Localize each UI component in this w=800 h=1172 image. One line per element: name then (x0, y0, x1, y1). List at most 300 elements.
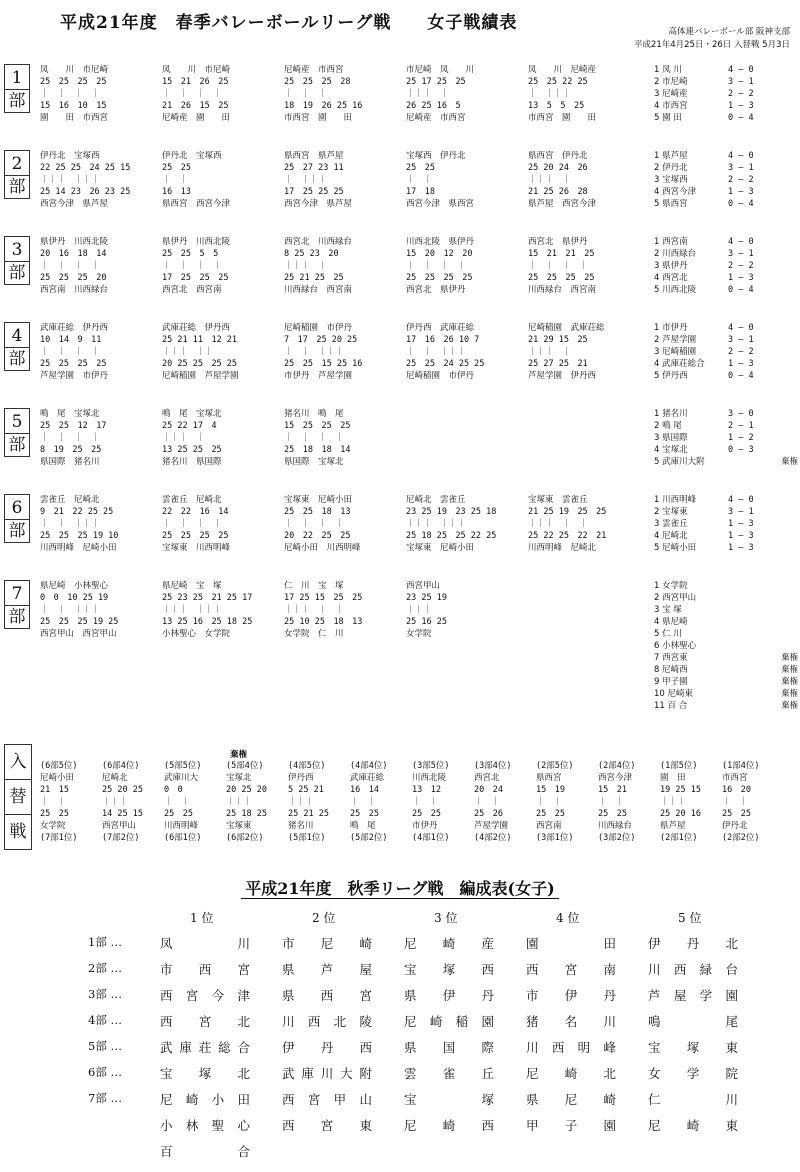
standings-list (654, 236, 798, 296)
replacement-match (350, 760, 412, 844)
match-teams: 凤 川 市尼崎 (40, 65, 109, 75)
autumn-row (0, 1142, 800, 1168)
division-rank: (4部4位) (350, 761, 388, 771)
team-cell: 西宮甲山 (282, 1092, 372, 1107)
match-teams: 武庫荘総 伊丹西 (162, 323, 231, 333)
match-block (406, 236, 528, 296)
match-teams: 西宮今津 県芦屋 (40, 199, 109, 209)
match-block (162, 322, 284, 382)
match-teams: 県伊丹 川西北陵 (162, 237, 231, 247)
division-char: 部 (8, 349, 26, 369)
match-teams: 県西宮 伊丹北 (528, 151, 588, 161)
match-teams: 川西緑台 西宮南 (528, 285, 597, 295)
match-divider: ｜ ｜ ｜ ｜ (284, 519, 344, 529)
match-scores: 25 14 23 26 23 25 (40, 187, 131, 197)
match-teams (406, 408, 528, 420)
team-rank-name: 4 武庫荘総合 (654, 359, 705, 369)
match-scores: 25 25 15 25 16 (284, 359, 363, 369)
division-label: 2部 … (88, 961, 122, 975)
match-block (284, 150, 406, 210)
match-team: 西宮今津 (598, 773, 633, 783)
match-scores (528, 444, 650, 456)
standing-row (654, 444, 798, 456)
match-teams: 県国際 宝塚北 (284, 457, 344, 467)
standing-row (654, 370, 798, 382)
team-cell: 尼崎北 (526, 1066, 616, 1081)
match-team: 宝塚北 (226, 773, 252, 783)
match-scores: 21 26 15 25 (162, 101, 229, 111)
match-team: 芦屋学園 (474, 821, 509, 831)
standing-row (654, 530, 798, 542)
match-block (406, 408, 528, 468)
division-label (4, 494, 30, 543)
match-scores: 25 25 25 25 (162, 531, 229, 541)
replacement-match (40, 760, 102, 844)
match-team: 県芦屋 (660, 821, 686, 831)
match-scores: 25 27 25 21 (528, 359, 588, 369)
match-divider: ｜ ｜ ｜ ｜ (406, 261, 466, 271)
match-scores: 25 25 25 25 (406, 273, 473, 283)
match-team: 猪名川 (288, 821, 314, 831)
standing-row (654, 112, 798, 124)
team-cell: 尼崎東 (648, 1118, 738, 1133)
match-scores: 25 20 24 26 (528, 163, 588, 173)
match-teams: 芦屋学園 市伊丹 (40, 371, 109, 381)
autumn-row (0, 960, 800, 986)
match-divider: ｜ ｜ ｜ ｜ (40, 433, 100, 443)
win-loss-record: 2 ― 2 (728, 347, 754, 357)
match-scores: 15 21 21 25 (528, 249, 595, 259)
team-cell: 雲雀丘 (404, 1066, 494, 1081)
match-divider: ｜｜｜ ｜ (528, 347, 571, 357)
division-rank: (2部4位) (598, 761, 636, 771)
match-scores: 15 19 (536, 785, 565, 795)
match-scores (528, 592, 650, 604)
win-loss-record: 2 ― 2 (728, 261, 754, 271)
rank-header: 5 位 (678, 911, 702, 925)
standing-row (654, 604, 798, 616)
match-teams: 西宮北 県伊丹 (528, 237, 588, 247)
forfeit-mark: 棄権 (780, 665, 798, 675)
team-cell: 甲子園 (526, 1118, 616, 1133)
match-teams: 猪名川 県国際 (162, 457, 222, 467)
match-teams: 西宮甲山 (406, 581, 441, 591)
team-cell: 芦屋学園 (648, 988, 738, 1003)
division-char: 部 (8, 607, 26, 627)
replacement-match (102, 760, 164, 844)
match-teams: 女学院 仁 川 (284, 629, 344, 639)
match-scores: ｜ ｜ (536, 797, 562, 807)
match-scores: 25 22 25 22 21 (528, 531, 607, 541)
division-rank: (5部2位) (350, 833, 388, 843)
match-dates: 平成21年4月25日・26日 入替戦 5月3日 (633, 40, 790, 50)
team-cell: 小林聖心 (160, 1118, 250, 1133)
team-cell: 武庫荘総合 (160, 1040, 250, 1055)
match-scores: ｜ ｜ (40, 797, 66, 807)
division-char: 部 (8, 521, 26, 541)
match-divider: ｜ ｜ ｜ ｜ (162, 89, 222, 99)
match-scores: 14 25 15 (102, 809, 143, 819)
team-cell: 川西北陵 (282, 1014, 372, 1029)
match-teams: 尼崎稲園 武庫荘総 (528, 323, 605, 333)
organizer-name: 高体連バレーボール部 阪神支部 (668, 27, 790, 37)
match-block (528, 408, 650, 468)
match-scores: 25 21 11 12 21 (162, 335, 238, 345)
standing-row (654, 334, 798, 346)
match-divider: ｜｜｜ ｜｜｜ (406, 519, 466, 529)
standings-list (654, 150, 798, 210)
rank-header: 1 位 (190, 911, 214, 925)
match-scores: 22 22 16 14 (162, 507, 229, 517)
team-cell: 尼崎小田 (160, 1092, 250, 1107)
team-rank-name: 4 県尼崎 (654, 617, 688, 627)
match-divider: ｜｜｜ ｜｜ (162, 347, 214, 357)
match-scores: 17 25 25 25 (162, 273, 229, 283)
team-rank-name: 8 尼崎西 (654, 665, 688, 675)
match-block (162, 150, 284, 210)
match-teams (406, 456, 528, 468)
match-scores: 17 25 15 25 25 (284, 593, 363, 603)
team-cell: 伊丹西 (282, 1040, 372, 1055)
match-scores: 25 25 (164, 809, 193, 819)
match-scores: 25 18 18 14 (284, 445, 351, 455)
match-block (528, 322, 650, 382)
team-rank-name: 4 尼崎北 (654, 531, 688, 541)
match-teams: 西宮今津 県西宮 (406, 199, 475, 209)
team-rank-name: 9 甲子園 (654, 677, 688, 687)
match-teams: 県西宮 西宮今津 (162, 199, 231, 209)
match-teams: 川西明峰 尼崎北 (528, 543, 597, 553)
win-loss-record: 4 ― 0 (728, 495, 754, 505)
team-rank-name: 5 武庫川大附 (654, 457, 705, 467)
win-loss-record: 2 ― 2 (728, 89, 754, 99)
match-teams: 県尼崎 宝 塚 (162, 581, 222, 591)
match-scores: ｜ ｜ (350, 797, 376, 807)
match-teams (528, 456, 650, 468)
division-number: 5 (5, 411, 29, 434)
match-scores: 13 5 5 25 (528, 101, 585, 111)
forfeit-mark: 棄権 (780, 653, 798, 663)
match-divider: ｜ ｜ ｜｜｜ (284, 347, 344, 357)
replacement-match (412, 760, 474, 844)
forfeit-mark: 棄権 (780, 689, 798, 699)
division-number: 3 (5, 239, 29, 262)
match-team: 宝塚東 (226, 821, 252, 831)
match-block (528, 150, 650, 210)
replacement-label-char: 戦 (5, 814, 31, 849)
match-scores: 8 25 23 20 (284, 249, 339, 259)
division-rank: (3部1位) (536, 833, 574, 843)
match-teams: 市西宮 園 田 (284, 113, 353, 123)
match-scores: 13 12 (412, 785, 441, 795)
match-scores: 25 25 25 19 10 (40, 531, 119, 541)
standing-row (654, 518, 798, 530)
match-block (528, 494, 650, 554)
match-divider: ｜ ｜ ｜｜｜ (40, 519, 100, 529)
autumn-row (0, 1038, 800, 1064)
team-cell: 西宮北 (160, 1014, 250, 1029)
page-title: 平成21年度 春季バレーボールリーグ戦 女子戦績表 (60, 13, 518, 33)
team-rank-name: 1 凤 川 (654, 65, 682, 75)
match-team: 市伊丹 (412, 821, 438, 831)
match-teams: 尼崎稲園 市伊丹 (406, 371, 475, 381)
match-divider: ｜ ｜ ｜｜｜ (40, 605, 100, 615)
match-block (40, 322, 162, 382)
match-scores: ｜ ｜ (722, 797, 748, 807)
division-rank: (2部2位) (722, 833, 760, 843)
standing-row (654, 700, 798, 712)
match-scores: 25 22 17 4 (162, 421, 217, 431)
match-divider: ｜ ｜ ｜ ｜ (528, 261, 588, 271)
division-rank: (5部5位) (164, 761, 202, 771)
match-scores: 22 25 25 24 25 15 (40, 163, 131, 173)
match-divider: ｜ ｜ ｜ ｜ (162, 519, 222, 529)
win-loss-record: 3 ― 1 (728, 77, 754, 87)
division-rank: (6部4位) (102, 761, 140, 771)
team-cell: 川西緑台 (648, 962, 738, 977)
match-scores: ｜ ｜ (164, 797, 190, 807)
division-rank: (2部5位) (536, 761, 574, 771)
match-scores: 25 18 25 25 22 25 (406, 531, 497, 541)
team-rank-name: 1 市伊丹 (654, 323, 688, 333)
standing-row (654, 580, 798, 592)
match-divider: ｜｜｜ ｜｜｜ (162, 605, 222, 615)
division-number: 1 (5, 67, 29, 90)
match-block (284, 494, 406, 554)
match-scores: 25 10 25 18 13 (284, 617, 363, 627)
match-teams: 尼崎小田 川西明峰 (284, 543, 361, 553)
team-rank-name: 5 県西宮 (654, 199, 688, 209)
division-rank: (1部4位) (722, 761, 760, 771)
team-rank-name: 1 西宮南 (654, 237, 688, 247)
match-block (406, 322, 528, 382)
division-rank: (3部4位) (474, 761, 512, 771)
match-teams: 雲雀丘 尼崎北 (162, 495, 222, 505)
match-scores: 21 15 (40, 785, 69, 795)
win-loss-record: 1 ― 3 (728, 273, 754, 283)
win-loss-record: 0 ― 4 (728, 371, 754, 381)
replacement-label-char: 替 (5, 779, 31, 814)
team-rank-name: 3 県国際 (654, 433, 688, 443)
match-scores: 16 13 (162, 187, 191, 197)
division-label: 3部 … (88, 987, 122, 1001)
match-teams: 尼崎産 園 田 (162, 113, 231, 123)
match-scores (406, 444, 528, 456)
team-cell: 西宮東 (282, 1118, 372, 1133)
win-loss-record: 1 ― 3 (728, 359, 754, 369)
standing-row (654, 652, 798, 664)
match-teams: 尼崎産 市西宮 (406, 113, 466, 123)
match-team: 尼崎北 (102, 773, 128, 783)
match-divider: ｜ ｜ ｜ (284, 89, 327, 99)
division-label: 5部 … (88, 1039, 122, 1053)
win-loss-record: 1 ― 3 (728, 543, 754, 553)
win-loss-record: 3 ― 1 (728, 335, 754, 345)
match-block (40, 64, 162, 124)
match-scores (528, 616, 650, 628)
match-scores: 25 25 12 17 (40, 421, 107, 431)
division-rank: (7部1位) (40, 833, 78, 843)
match-teams: 伊丹北 宝塚西 (40, 151, 100, 161)
replacement-match (598, 760, 660, 844)
standings-list (654, 64, 798, 124)
match-scores: 25 23 25 21 25 17 (162, 593, 253, 603)
match-divider: ｜ ｜ ｜ ｜ (284, 433, 344, 443)
match-team: 川西北陵 (412, 773, 447, 783)
match-divider: ｜ ｜｜｜ (528, 89, 571, 99)
win-loss-record: 4 ― 0 (728, 237, 754, 247)
team-rank-name: 7 西宮東 (654, 653, 688, 663)
division-label (4, 150, 30, 199)
match-divider: ｜ ｜ ｜ ｜ (40, 89, 100, 99)
autumn-row (0, 986, 800, 1012)
match-block (284, 580, 406, 640)
match-teams: 鳴 尾 宝塚北 (40, 409, 100, 419)
match-scores: 13 25 25 25 (162, 445, 222, 455)
match-scores: ｜ ｜ (598, 797, 624, 807)
match-scores: ｜｜｜ (102, 797, 128, 807)
match-scores: 25 25 (598, 809, 627, 819)
match-teams: 宝塚東 尼崎小田 (406, 543, 475, 553)
match-scores: 16 14 (350, 785, 379, 795)
match-scores: 25 25 (412, 809, 441, 819)
match-scores: 25 16 25 (406, 617, 447, 627)
match-teams: 県国際 猪名川 (40, 457, 100, 467)
rank-header: 2 位 (312, 911, 336, 925)
standing-row (654, 494, 798, 506)
division-number: 4 (5, 325, 29, 348)
match-divider: ｜｜｜ ｜ (284, 261, 327, 271)
rank-header: 3 位 (434, 911, 458, 925)
division-char: 部 (8, 177, 26, 197)
team-rank-name: 5 川西北陵 (654, 285, 697, 295)
match-scores: 25 25 25 28 (284, 77, 351, 87)
match-block (40, 580, 162, 640)
win-loss-record: 4 ― 0 (728, 323, 754, 333)
match-teams: 西宮北 西宮南 (162, 285, 222, 295)
match-scores: 23 25 19 (406, 593, 447, 603)
team-cell: 西宮今津 (160, 988, 250, 1003)
standing-row (654, 236, 798, 248)
division-label (4, 236, 30, 285)
win-loss-record: 3 ― 1 (728, 249, 754, 259)
match-scores: 25 25 (722, 809, 751, 819)
division-rank: (6部2位) (226, 833, 264, 843)
standing-row (654, 150, 798, 162)
division-number: 7 (5, 583, 29, 606)
match-scores: 15 21 (598, 785, 627, 795)
win-loss-record: 0 ― 4 (728, 199, 754, 209)
win-loss-record: 1 ― 3 (728, 101, 754, 111)
standing-row (654, 186, 798, 198)
standing-row (654, 676, 798, 688)
match-teams: 西宮今津 県芦屋 (284, 199, 353, 209)
match-scores: 18 19 26 25 16 (284, 101, 363, 111)
standing-row (654, 664, 798, 676)
division-label: 6部 … (88, 1065, 122, 1079)
team-cell: 尼崎産 (404, 936, 494, 951)
standing-row (654, 100, 798, 112)
match-team: 市西宮 (722, 773, 748, 783)
team-rank-name: 2 宝塚東 (654, 507, 688, 517)
standing-row (654, 260, 798, 272)
match-scores: 25 25 (350, 809, 379, 819)
match-scores: 23 25 19 23 25 18 (406, 507, 497, 517)
match-scores: 21 25 26 28 (528, 187, 588, 197)
team-rank-name: 11 百 合 (654, 701, 688, 711)
match-scores: ｜ ｜ (474, 797, 500, 807)
match-block (528, 64, 650, 124)
match-block (40, 494, 162, 554)
team-rank-name: 3 宝 塚 (654, 605, 682, 615)
match-scores: 15 20 12 20 (406, 249, 473, 259)
match-scores: 21 29 15 25 (528, 335, 588, 345)
replacement-match (164, 760, 226, 844)
match-divider: ｜｜｜ ｜ (406, 89, 449, 99)
match-scores: ｜｜｜ (226, 797, 252, 807)
team-cell: 女学院 (648, 1066, 738, 1081)
team-cell: 西宮南 (526, 962, 616, 977)
match-block (406, 580, 528, 640)
standing-row (654, 456, 798, 468)
team-rank-name: 10 尼崎東 (654, 689, 694, 699)
match-scores: 25 25 25 25 (40, 359, 107, 369)
match-scores: 5 25 21 (288, 785, 324, 795)
division-number: 2 (5, 153, 29, 176)
match-divider: ｜ ｜ ｜ ｜ (40, 347, 100, 357)
standing-row (654, 346, 798, 358)
match-scores: 21 25 19 25 25 (528, 507, 607, 517)
match-scores: 0 0 (164, 785, 183, 795)
match-scores: 10 14 9 11 (40, 335, 102, 345)
standing-row (654, 174, 798, 186)
organizer-info (634, 26, 790, 52)
win-loss-record: 3 ― 1 (728, 507, 754, 517)
replacement-match (536, 760, 598, 844)
division-rank: (6部5位) (40, 761, 78, 771)
match-teams: 仁 川 宝 塚 (284, 581, 344, 591)
match-teams: 伊丹西 武庫荘総 (406, 323, 475, 333)
team-rank-name: 1 県芦屋 (654, 151, 688, 161)
match-teams: 県芦屋 西宮今津 (528, 199, 597, 209)
match-scores: 15 25 25 25 (284, 421, 351, 431)
forfeit-mark: 棄権 (780, 701, 798, 711)
match-scores: 25 27 23 11 (284, 163, 344, 173)
division-rank: (7部2位) (102, 833, 140, 843)
division-label (4, 64, 30, 113)
division-number: 6 (5, 497, 29, 520)
match-divider: ｜ ｜ ｜ ｜ (40, 261, 100, 271)
win-loss-record: 0 ― 4 (728, 285, 754, 295)
match-team: 伊丹西 (288, 773, 314, 783)
match-scores: 20 16 18 14 (40, 249, 107, 259)
match-scores: 25 25 (406, 163, 435, 173)
match-teams: 凤 川 尼崎産 (528, 65, 597, 75)
match-block (40, 408, 162, 468)
match-block (40, 236, 162, 296)
match-teams: 伊丹北 宝塚西 (162, 151, 222, 161)
match-block (284, 408, 406, 468)
match-teams: 尼崎産 市西宮 (284, 65, 344, 75)
division-rank: (4部2位) (474, 833, 512, 843)
team-rank-name: 2 芦屋学園 (654, 335, 697, 345)
match-team: 西宮甲山 (102, 821, 137, 831)
team-rank-name: 2 伊丹北 (654, 163, 688, 173)
match-scores: 25 21 25 25 (284, 273, 344, 283)
match-divider: ｜｜｜ ｜ (528, 175, 571, 185)
match-divider (528, 432, 650, 444)
standing-row (654, 248, 798, 260)
